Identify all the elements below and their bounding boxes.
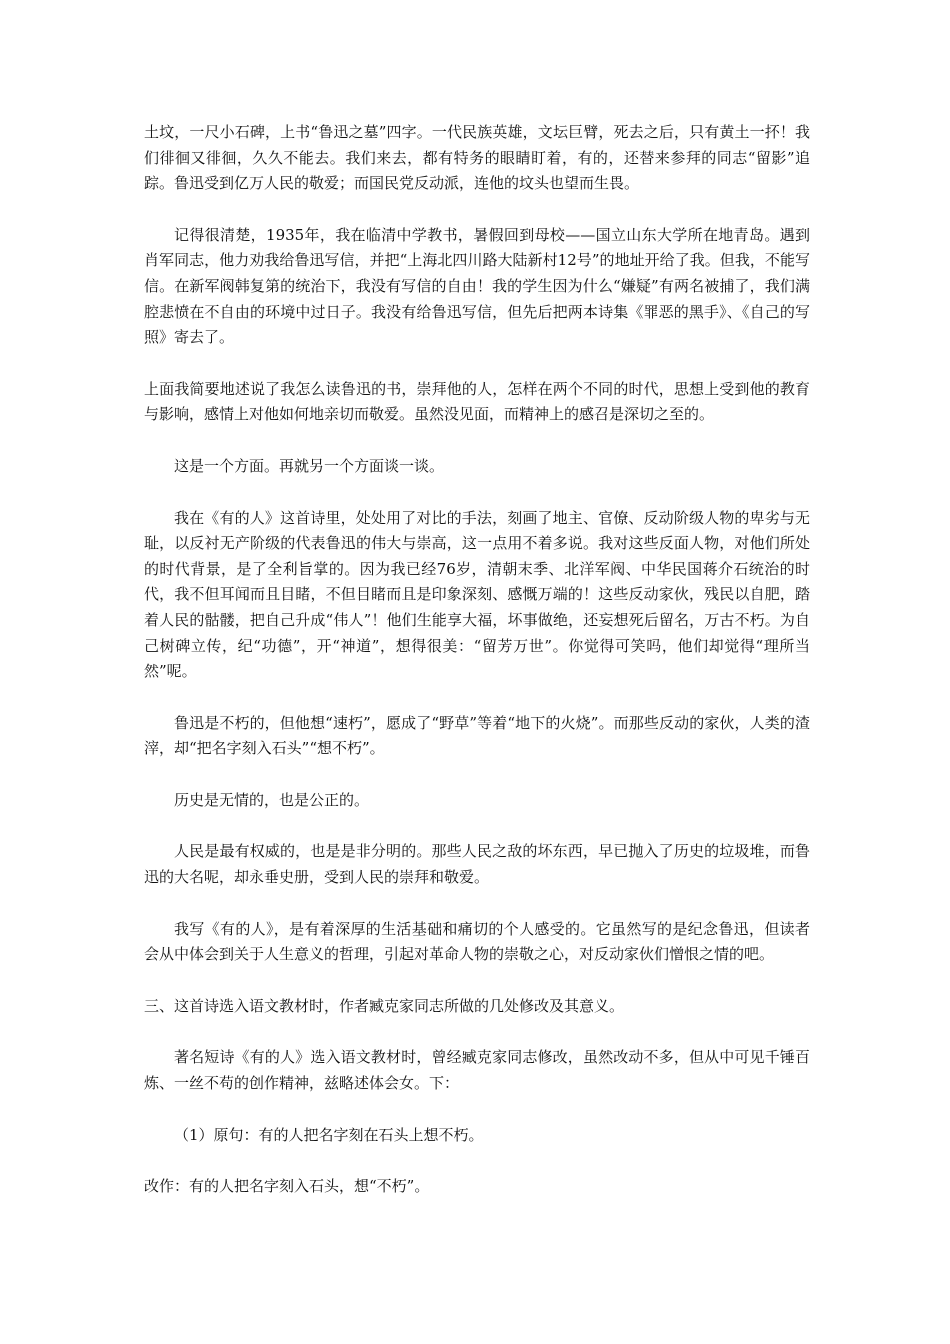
revised-line-1: 改作：有的人把名字刻入石头，想“不朽”。: [144, 1177, 430, 1196]
paragraph-3: 上面我简要地述说了我怎么读鲁迅的书，崇拜他的人，怎样在两个不同的时代，思想上受到他的教育与影响，感情上对他如何地亲切而敬爱。虽然没见面，而精神上的感召是深切之至的。: [144, 379, 810, 424]
paragraph-4: 这是一个方面。再就另一个方面谈一谈。: [174, 456, 445, 475]
paragraph-8: 人民是最有权威的，也是是非分明的。那些人民之敌的坏东西，早已抛入了历史的垃圾堆，而鲁迅的大名呢，却永垂史册，受到人民的崇拜和敬爱。: [144, 842, 810, 887]
document-body: [144, 120, 810, 1226]
paragraph-11: 著名短诗《有的人》选入语文教材时，曾经臧克家同志修改，虽然改动不多，但从中可见千锤百炼、一丝不苟的创作精神，兹略述体会女。下：: [144, 1048, 810, 1093]
paragraph-5: 我在《有的人》这首诗里，处处用了对比的手法，刻画了地主、官僚、反动阶级人物的卑劣与无耻，以反衬无产阶级的代表鲁迅的伟大与崇高，这一点用不着多说。我对这些反面人物，对他们所处的时代背景，是了全利旨掌的。因为我已经76岁，清朝末季、北洋军阀、中华民国蒋介石统治的时代，我不但耳闻而且目睹，不但目睹而且是印象深刻、感慨万端的！这些反动家伙，残民以自肥，踏着人民的骷髅，把自己升成“伟人”！他们生能享大福，坏事做绝，还妄想死后留名，万古不朽。为自己树碑立传，纪“功德”，开“神道”，想得很美：“留芳万世”。你觉得可笑吗，他们却觉得“理所当然”呢。: [144, 508, 810, 681]
section-heading-3: 三、这首诗选入语文教材时，作者臧克家同志所做的几处修改及其意义。: [144, 996, 625, 1015]
paragraph-9: 我写《有的人》，是有着深厚的生活基础和痛切的个人感受的。它虽然写的是纪念鲁迅，但读者会从中体会到关于人生意义的哲理，引起对革命人物的崇敬之心，对反动家伙们憎恨之情的吧。: [144, 919, 810, 964]
paragraph-6: 鲁迅是不朽的，但他想“速朽”，愿成了“野草”等着“地下的火烧”。而那些反动的家伙，人类的渣滓，却“把名字刻入石头”“想不朽”。: [144, 713, 810, 758]
original-line-1: （1）原句：有的人把名字刻在石头上想不朽。: [174, 1125, 484, 1144]
paragraph-1: 土坟，一尺小石碑，上书“鲁迅之墓”四字。一代民族英雄，文坛巨臂，死去之后，只有黄土一抔！我们徘徊又徘徊，久久不能去。我们来去，都有特务的眼睛盯着，有的，还替来参拜的同志“留影”追踪。鲁迅受到亿万人民的敬爱；而国民党反动派，连他的坟头也望而生畏。: [144, 123, 810, 193]
paragraph-7: 历史是无情的，也是公正的。: [174, 790, 370, 809]
paragraph-2: 记得很清楚，1935年，我在临清中学教书，暑假回到母校——国立山东大学所在地青岛。遇到肖军同志，他力劝我给鲁迅写信，并把“上海北四川路大陆新村12号”的地址开给了我。但我，不能写信。在新军阀韩复第的统治下，我没有写信的自由！我的学生因为什么“嫌疑”有两名被捕了，我们满腔悲愤在不自由的环境中过日子。我没有给鲁迅写信，但先后把两本诗集《罪恶的黑手》、《自己的写照》寄去了。: [144, 225, 810, 347]
